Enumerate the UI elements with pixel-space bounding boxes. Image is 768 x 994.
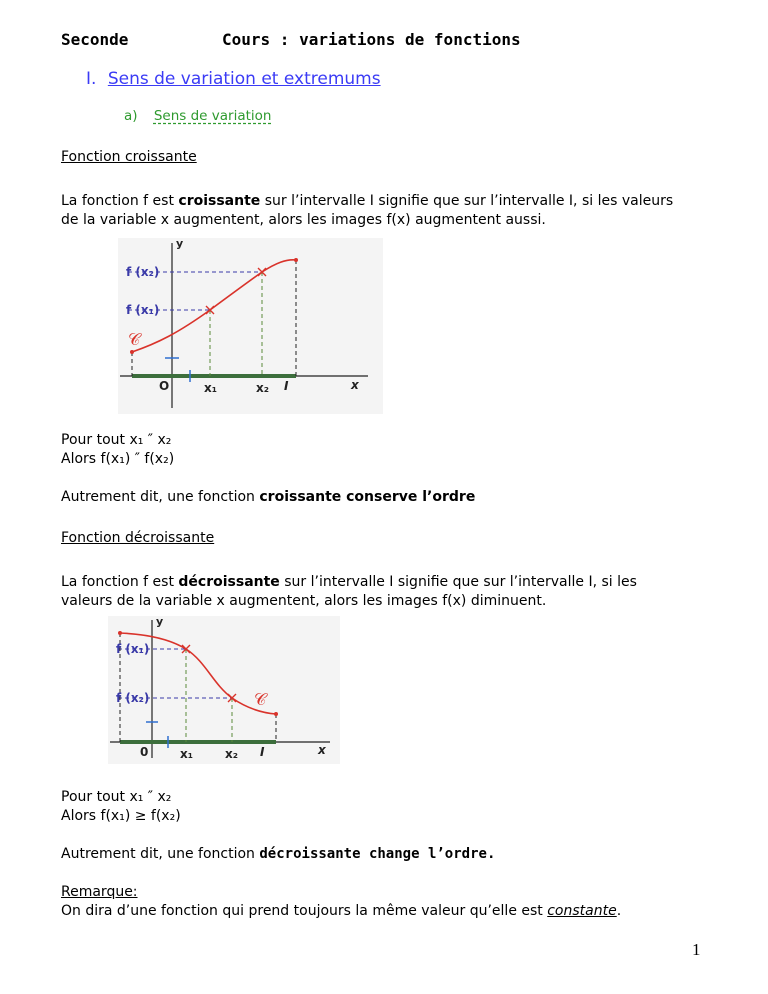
subsection-title: [124, 108, 271, 124]
text-fragment: .: [616, 903, 622, 919]
remarque-text: [61, 902, 621, 921]
bold-term: croissante: [178, 193, 261, 209]
page-number: 1: [692, 940, 701, 959]
bold-term: décroissante change l’ordre.: [259, 846, 496, 862]
header-level: Seconde: [61, 30, 129, 49]
decroissante-heading: Fonction décroissante: [61, 530, 215, 546]
curve-label: 𝒞: [128, 330, 141, 350]
x1-label: x₁: [180, 747, 193, 761]
croissante-conclusion: [61, 488, 475, 507]
interval-label: I: [260, 745, 265, 759]
text-fragment: La fonction f est: [61, 193, 179, 209]
decroissante-pour-tout: Pour tout x₁ ″ x₂: [61, 789, 172, 805]
emphasis-term: constante: [547, 903, 617, 919]
text-fragment: Autrement dit, une fonction: [61, 846, 260, 862]
curve-label: 𝒞: [254, 690, 267, 710]
croissante-alors: Alors f(x₁) ″ f(x₂): [61, 451, 175, 467]
x-axis-label: x: [318, 743, 326, 757]
text-fragment: Autrement dit, une fonction: [61, 489, 260, 505]
header-title: Cours : variations de fonctions: [222, 30, 521, 49]
bold-term: décroissante: [178, 574, 280, 590]
decroissante-definition-line2: valeurs de la variable x augmentent, alors les images f(x) diminuent.: [61, 593, 547, 609]
subsection-title-text: Sens de variation: [153, 108, 272, 124]
decroissante-alors: Alors f(x₁) ≥ f(x₂): [61, 808, 181, 824]
fx1-label: f (x₁): [116, 642, 150, 656]
x-axis-label: x: [351, 378, 359, 392]
decreasing-function-graph: [108, 616, 340, 764]
decroissante-conclusion: [61, 845, 495, 864]
increasing-function-graph: [118, 238, 383, 414]
croissante-definition-line2: de la variable x augmentent, alors les images f(x) augmentent aussi.: [61, 212, 546, 228]
origin-label: O: [159, 379, 170, 393]
section-title-text: Sens de variation et extremums: [107, 69, 381, 89]
bold-term: croissante conserve l’ordre: [259, 489, 476, 505]
subsection-number: a): [124, 108, 138, 124]
y-axis-label: y: [176, 238, 184, 250]
y-axis-label: y: [156, 616, 164, 628]
section-title: [86, 69, 381, 89]
fx2-label: f (x₂): [126, 265, 160, 279]
text-fragment: On dira d’une fonction qui prend toujours la même valeur qu’elle est: [61, 903, 548, 919]
decroissante-definition-line1: [61, 573, 637, 592]
text-fragment: sur l’intervalle I signifie que sur l’intervalle I, si les: [279, 574, 637, 590]
fx1-label: f (x₁): [126, 303, 160, 317]
section-number: I.: [86, 69, 97, 89]
croissante-heading: Fonction croissante: [61, 149, 197, 165]
interval-label: I: [284, 379, 289, 393]
text-fragment: sur l’intervalle I signifie que sur l’intervalle I, si les valeurs: [260, 193, 674, 209]
origin-label: 0: [140, 745, 149, 759]
croissante-pour-tout: Pour tout x₁ ″ x₂: [61, 432, 172, 448]
x2-label: x₂: [225, 747, 238, 761]
text-fragment: La fonction f est: [61, 574, 179, 590]
x2-label: x₂: [256, 381, 269, 395]
fx2-label: f (x₂): [116, 691, 150, 705]
croissante-definition-line1: [61, 192, 673, 211]
remarque-heading: Remarque:: [61, 884, 138, 900]
x1-label: x₁: [204, 381, 217, 395]
